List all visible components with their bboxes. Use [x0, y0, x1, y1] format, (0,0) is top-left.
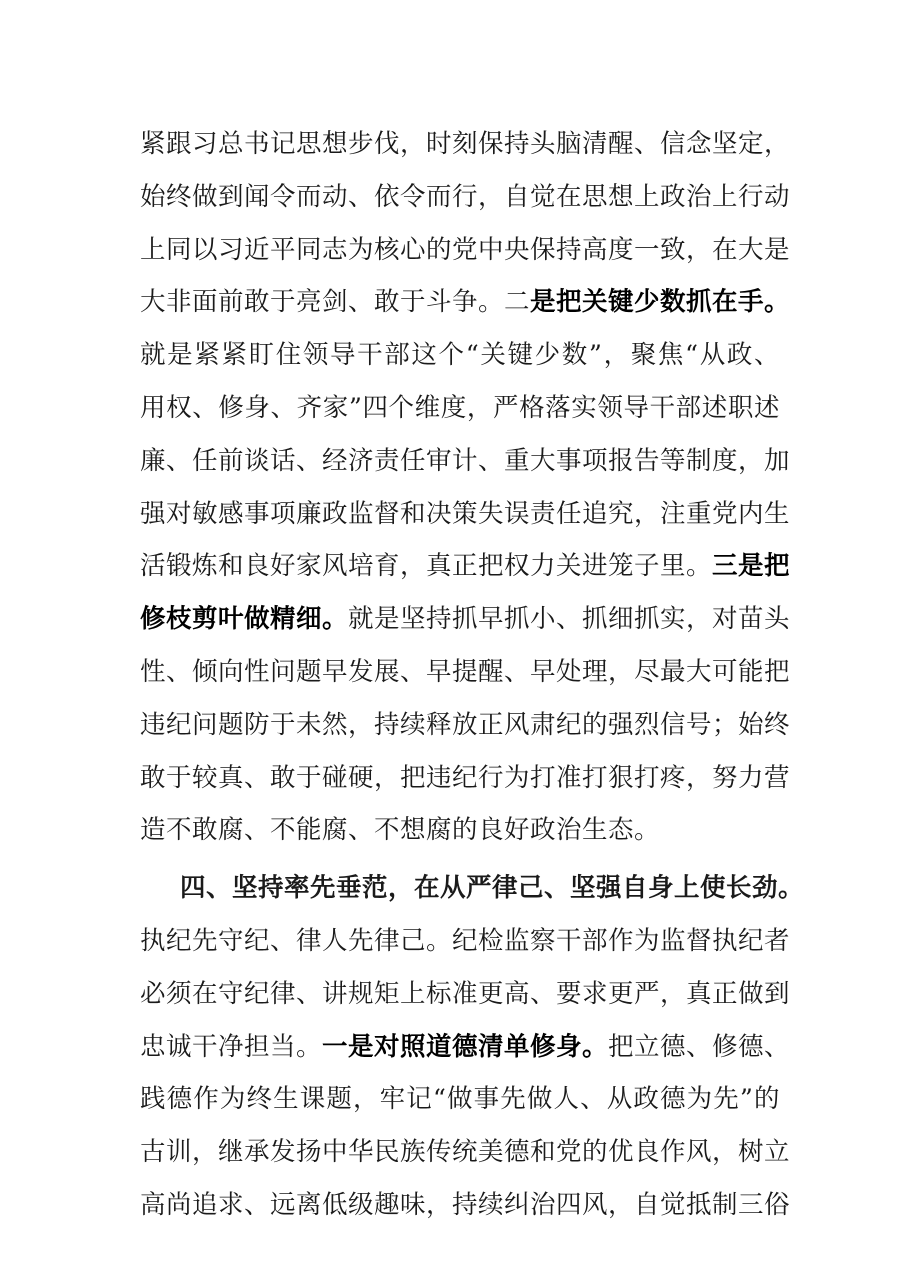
- text-line: 上同以习近平同志为核心的党中央保持高度一致，在大是: [140, 234, 791, 265]
- text-line: 廉、任前谈话、经济责任审计、重大事项报告等制度，加: [140, 445, 791, 476]
- text-line: 敢于较真、敢于碰硬，把违纪行为打准打狠打疼，努力营: [140, 762, 791, 793]
- body-text: [140, 118, 805, 1232]
- bold-subheading-1: 一是对照道德清单修身。: [322, 1031, 609, 1062]
- section-heading: 四、坚持率先垂范，在从严律己、坚强自身上使长劲。: [180, 873, 805, 904]
- text-line: [140, 1021, 791, 1074]
- text-line: 执纪先守纪、律人先律己。纪检监察干部作为监督执纪者: [140, 925, 791, 956]
- text-run: 大非面前敢于亮剑、敢于斗争。二: [140, 287, 531, 318]
- bold-subheading-3-cont: 修枝剪叶做精细。: [140, 604, 349, 635]
- text-line: 始终做到闻令而动、依令而行，自觉在思想上政治上行动: [140, 181, 791, 212]
- bold-subheading-2: 是把关键少数抓在手。: [530, 287, 791, 318]
- text-line: 就是紧紧盯住领导干部这个“关键少数”，聚焦“从政、: [140, 340, 780, 371]
- text-line: 必须在守纪律、讲规矩上标准更高、要求更严，真正做到: [140, 978, 791, 1009]
- text-run: 把立德、修德、: [608, 1031, 791, 1062]
- text-run: 就是坚持抓早抓小、抓细抓实，对苗头: [348, 604, 791, 635]
- text-line: [140, 276, 791, 329]
- text-line: 高尚追求、远离低级趣味，持续纠治四风，自觉抵制三俗: [140, 1189, 791, 1220]
- text-line: 践德作为终生课题，牢记“做事先做人、从政德为先”的: [140, 1084, 780, 1115]
- text-line: [140, 593, 791, 646]
- text-line: 造不敢腐、不能腐、不想腐的良好政治生态。: [140, 815, 661, 846]
- text-line: 用权、修身、齐家”四个维度，严格落实领导干部述职述: [140, 392, 780, 423]
- text-line: 强对敏感事项廉政监督和决策失误责任追究，注重党内生: [140, 498, 791, 529]
- text-run: 活锻炼和良好家风培育，真正把权力关进笼子里。: [140, 551, 713, 582]
- text-line: 古训，继承发扬中华民族传统美德和党的优良作风，树立: [140, 1137, 791, 1168]
- text-run: 忠诚干净担当。: [140, 1031, 323, 1062]
- text-line: 紧跟习总书记思想步伐，时刻保持头脑清醒、信念坚定，: [140, 129, 791, 159]
- text-line: 违纪问题防于未然，持续释放正风肃纪的强烈信号；始终: [140, 709, 791, 740]
- text-line: [140, 540, 791, 593]
- text-line: 性、倾向性问题早发展、早提醒、早处理，尽最大可能把: [140, 656, 791, 687]
- bold-subheading-3: 三是把: [712, 551, 791, 582]
